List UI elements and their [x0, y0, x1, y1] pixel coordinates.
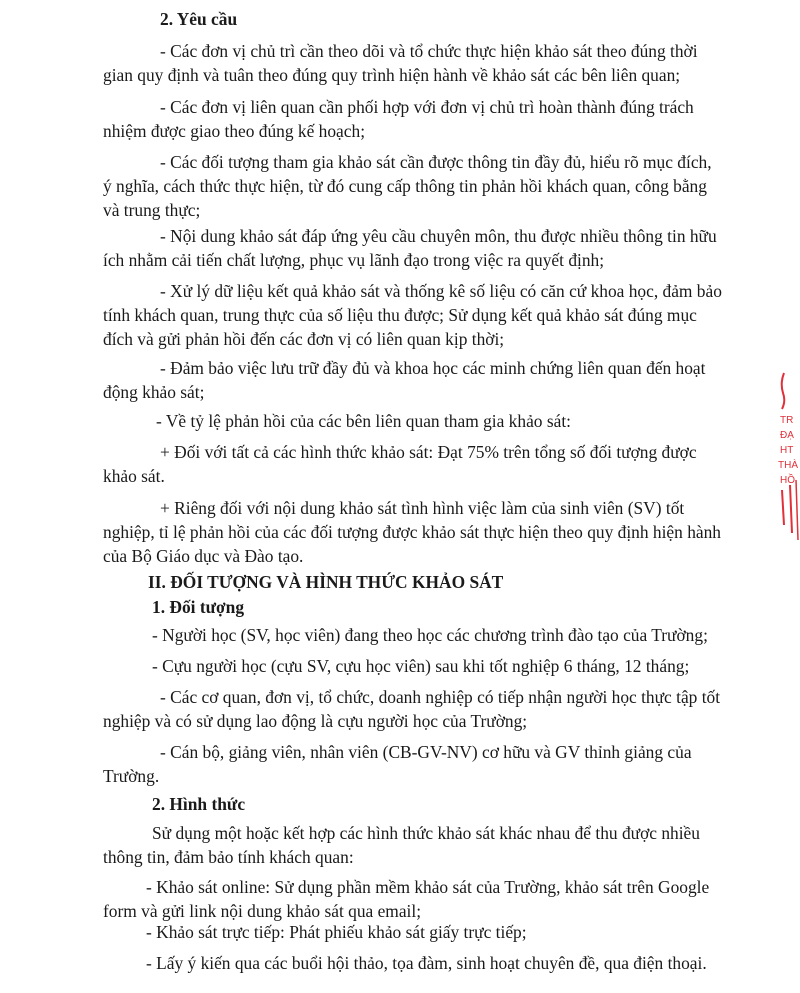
- paragraph-line: Trường.: [103, 766, 160, 786]
- paragraph-line: nghiệp và có sử dụng lao động là cựu người học của Trường;: [103, 711, 528, 731]
- paragraph-line: nhiệm được giao theo đúng kế hoạch;: [103, 121, 366, 141]
- paragraph-line: tính khách quan, trung thực của số liệu thu được; Sử dụng kết quả khảo sát đúng mục: [103, 305, 697, 325]
- stamp-text-3: HT: [780, 445, 794, 456]
- paragraph-line: + Riêng đối với nội dung khảo sát tình hình việc làm của sinh viên (SV) tốt: [160, 498, 685, 518]
- paragraph-line: của Bộ Giáo dục và Đào tạo.: [103, 546, 304, 566]
- paragraph-line: - Xử lý dữ liệu kết quả khảo sát và thống kê số liệu có căn cứ khoa học, đảm bảo: [160, 281, 722, 301]
- paragraph-line: thông tin, đảm bảo tính khách quan:: [103, 847, 354, 867]
- paragraph-line: - Các đơn vị chủ trì cần theo dõi và tổ chức thực hiện khảo sát theo đúng thời: [160, 41, 698, 61]
- paragraph-line: khảo sát.: [103, 466, 165, 486]
- paragraph-line: ích nhằm cải tiến chất lượng, phục vụ lãnh đạo trong việc ra quyết định;: [103, 250, 605, 270]
- section-heading-requirements: 2. Yêu cầu: [160, 9, 238, 29]
- paragraph-line: nghiệp, tỉ lệ phản hồi của các đối tượng được khảo sát thực hiện theo quy định hiện hành: [103, 522, 721, 542]
- paragraph-line: - Các đối tượng tham gia khảo sát cần được thông tin đầy đủ, hiểu rõ mục đích,: [160, 152, 712, 172]
- section-heading-objects-forms: II. ĐỐI TƯỢNG VÀ HÌNH THỨC KHẢO SÁT: [148, 572, 504, 592]
- paragraph-line: Sử dụng một hoặc kết hợp các hình thức khảo sát khác nhau để thu được nhiều: [152, 823, 700, 843]
- paragraph-line: - Các cơ quan, đơn vị, tổ chức, doanh nghiệp có tiếp nhận người học thực tập tốt: [160, 687, 721, 707]
- paragraph-line: - Đảm bảo việc lưu trữ đầy đủ và khoa học các minh chứng liên quan đến hoạt: [160, 358, 706, 378]
- subsection-heading-objects: 1. Đối tượng: [152, 597, 245, 617]
- paragraph-line: - Các đơn vị liên quan cần phối hợp với đơn vị chủ trì hoàn thành đúng trách: [160, 97, 694, 117]
- paragraph-line: - Nội dung khảo sát đáp ứng yêu cầu chuyên môn, thu được nhiều thông tin hữu: [160, 226, 717, 246]
- paragraph-line: - Về tỷ lệ phản hồi của các bên liên quan tham gia khảo sát:: [156, 411, 571, 431]
- paragraph-line: ý nghĩa, cách thức thực hiện, từ đó cung cấp thông tin phản hồi khách quan, công bằng: [103, 176, 707, 196]
- paragraph-line: động khảo sát;: [103, 382, 205, 402]
- paragraph-line: - Khảo sát online: Sử dụng phần mềm khảo sát của Trường, khảo sát trên Google: [146, 877, 710, 897]
- paragraph-line: - Cựu người học (cựu SV, cựu học viên) sau khi tốt nghiệp 6 tháng, 12 tháng;: [152, 656, 690, 676]
- paragraph-line: + Đối với tất cả các hình thức khảo sát: Đạt 75% trên tổng số đối tượng được: [160, 442, 697, 462]
- paragraph-line: - Người học (SV, học viên) đang theo học các chương trình đào tạo của Trường;: [152, 625, 708, 645]
- red-seal-stamp: [770, 365, 800, 550]
- stamp-text-5: HỒ: [780, 475, 795, 486]
- paragraph-line: form và gửi link nội dung khảo sát qua email;: [103, 901, 422, 921]
- stamp-text-4: THÀ: [778, 460, 798, 471]
- paragraph-line: - Cán bộ, giảng viên, nhân viên (CB-GV-NV) cơ hữu và GV thỉnh giảng của: [160, 742, 692, 762]
- subsection-heading-forms: 2. Hình thức: [152, 794, 246, 814]
- stamp-text-2: ĐẠ: [780, 430, 794, 441]
- paragraph-line: đích và gửi phản hồi đến các đơn vị có liên quan kịp thời;: [103, 329, 505, 349]
- paragraph-line: và trung thực;: [103, 200, 201, 220]
- paragraph-line: - Khảo sát trực tiếp: Phát phiếu khảo sát giấy trực tiếp;: [146, 922, 527, 942]
- stamp-text-1: TR: [780, 415, 794, 426]
- paragraph-line: - Lấy ý kiến qua các buổi hội thảo, tọa đàm, sinh hoạt chuyên đề, qua điện thoại.: [146, 953, 707, 973]
- paragraph-line: gian quy định và tuân theo đúng quy trình hiện hành về khảo sát các bên liên quan;: [103, 65, 681, 85]
